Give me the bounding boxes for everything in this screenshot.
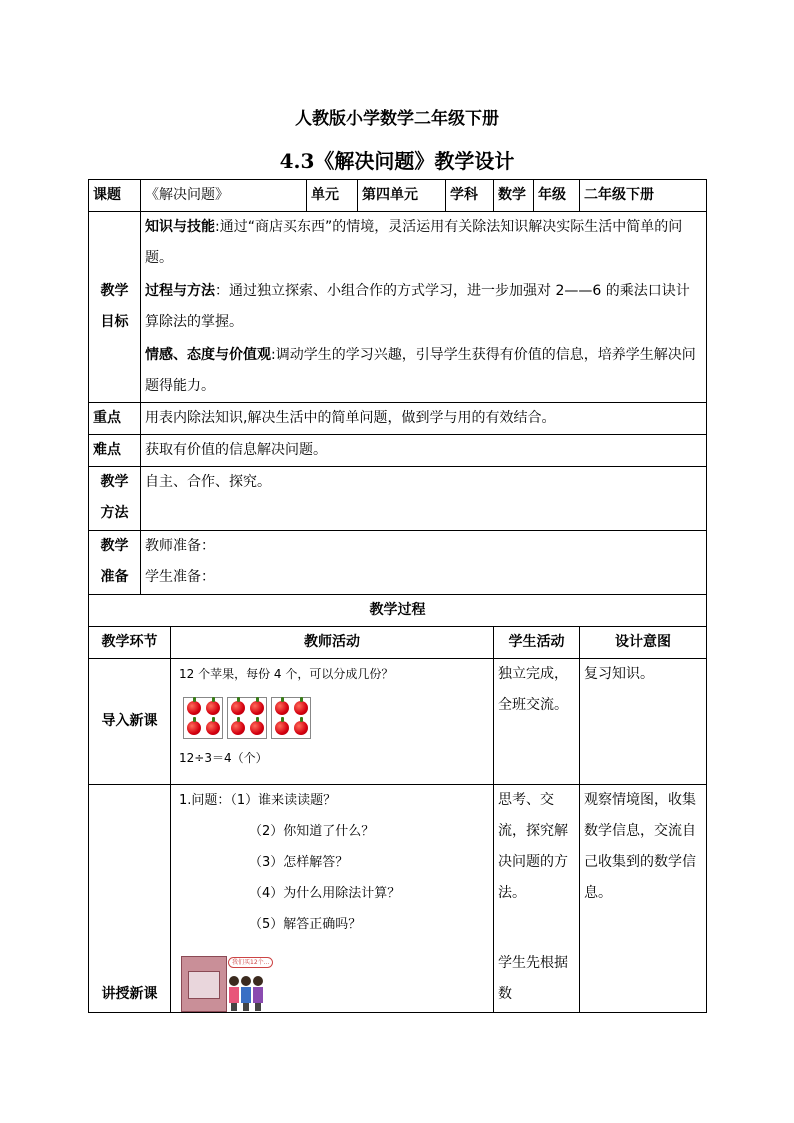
apple-icon bbox=[206, 721, 220, 735]
lesson-teacher bbox=[171, 785, 494, 1013]
emotion-text: :调动学生的学习兴趣，引导学生获得有价值的信息，培养学生解决问题得能力。 bbox=[145, 347, 696, 394]
apple-icon bbox=[294, 701, 308, 715]
apple-icon bbox=[231, 701, 245, 715]
question-4: （4）为什么用除法计算？ bbox=[249, 886, 401, 901]
lesson-row bbox=[89, 785, 707, 1013]
apple-group bbox=[183, 697, 223, 739]
course-label: 课题 bbox=[89, 180, 141, 212]
col-stage: 教学环节 bbox=[89, 627, 171, 659]
lesson-student bbox=[494, 785, 580, 1013]
question-3: （3）怎样解答？ bbox=[249, 855, 349, 870]
key-point-text: 用表内除法知识,解决生活中的简单问题，做到学与用的有效结合。 bbox=[141, 403, 707, 435]
subject-label: 学科 bbox=[446, 180, 494, 212]
apple-icon bbox=[250, 701, 264, 715]
goals-content bbox=[141, 212, 707, 403]
knowledge-text: :通过“商店买东西”的情境，灵活运用有关除法知识解决实际生活中简单的问题。 bbox=[145, 219, 683, 266]
child-figure bbox=[241, 976, 251, 1012]
apple-group bbox=[227, 697, 267, 739]
shop-window bbox=[188, 971, 220, 999]
goals-row bbox=[89, 212, 707, 403]
info-row bbox=[89, 180, 707, 212]
intro-equation: 12÷3＝4（个） bbox=[179, 751, 268, 765]
process-title: 过程与方法 bbox=[145, 283, 215, 299]
method-label: 教学 方法 bbox=[89, 467, 141, 531]
apple-groups bbox=[183, 697, 489, 739]
goals-label: 教学 目标 bbox=[89, 212, 141, 403]
process-title-row bbox=[89, 595, 707, 627]
lesson-intent: 观察情境图，收集数学信息，交流自己收集到的数学信息。 bbox=[580, 785, 707, 1013]
lesson-student-b: 学生先根据数 bbox=[498, 955, 568, 1002]
difficulty-text: 获取有价值的信息解决问题。 bbox=[141, 435, 707, 467]
document-subtitle: 4.3《解决问题》教学设计 bbox=[279, 149, 515, 173]
grade-value: 二年级下册 bbox=[580, 180, 707, 212]
apple-icon bbox=[206, 701, 220, 715]
key-point-label: 重点 bbox=[89, 403, 141, 435]
unit-label: 单元 bbox=[307, 180, 358, 212]
question-1: 1.问题：（1）谁来读读题？ bbox=[179, 793, 337, 808]
difficulty-label: 难点 bbox=[89, 435, 141, 467]
intro-row bbox=[89, 659, 707, 785]
course-value: 《解决问题》 bbox=[141, 180, 307, 212]
apple-icon bbox=[231, 721, 245, 735]
apple-icon bbox=[187, 701, 201, 715]
method-text: 自主、合作、探究。 bbox=[141, 467, 707, 531]
grade-label: 年级 bbox=[534, 180, 580, 212]
method-row bbox=[89, 467, 707, 531]
knowledge-title: 知识与技能 bbox=[145, 219, 215, 235]
apple-icon bbox=[275, 721, 289, 735]
process-text: ：通过独立探索、小组合作的方式学习，进一步加强对 2——6 的乘法口诀计算除法的掌握。 bbox=[145, 283, 690, 330]
col-student: 学生活动 bbox=[494, 627, 580, 659]
lesson-plan-table bbox=[88, 179, 707, 1013]
question-5: （5）解答正确吗？ bbox=[249, 917, 362, 932]
intro-teacher bbox=[171, 659, 494, 785]
child-figure bbox=[229, 976, 239, 1012]
student-prep: 学生准备： bbox=[145, 569, 215, 585]
lesson-stage: 讲授新课 bbox=[89, 785, 171, 1013]
document-title: 人教版小学数学二年级下册 bbox=[295, 109, 499, 129]
col-teacher: 教师活动 bbox=[171, 627, 494, 659]
speech-bubble: 我们买12个... bbox=[228, 957, 273, 968]
storefront-image bbox=[181, 956, 270, 1012]
prep-label: 教学 准备 bbox=[89, 531, 141, 595]
col-intent: 设计意图 bbox=[580, 627, 707, 659]
shop-illustration bbox=[181, 956, 489, 1012]
emotion-title: 情感、态度与价值观 bbox=[145, 347, 271, 363]
intro-stage: 导入新课 bbox=[89, 659, 171, 785]
prep-row bbox=[89, 531, 707, 595]
process-title: 教学过程 bbox=[89, 595, 707, 627]
child-figure bbox=[253, 976, 263, 1012]
apple-icon bbox=[294, 721, 308, 735]
prep-content bbox=[141, 531, 707, 595]
key-point-row bbox=[89, 403, 707, 435]
apple-group bbox=[271, 697, 311, 739]
unit-value: 第四单元 bbox=[358, 180, 446, 212]
apple-icon bbox=[275, 701, 289, 715]
intro-student: 独立完成，全班交流。 bbox=[494, 659, 580, 785]
question-2: （2）你知道了什么？ bbox=[249, 824, 375, 839]
teacher-prep: 教师准备： bbox=[145, 538, 215, 554]
intro-question: 12 个苹果，每份 4 个，可以分成几份？ bbox=[179, 667, 394, 681]
process-header-row bbox=[89, 627, 707, 659]
subject-value: 数学 bbox=[494, 180, 534, 212]
intro-intent: 复习知识。 bbox=[580, 659, 707, 785]
apple-icon bbox=[187, 721, 201, 735]
apple-icon bbox=[250, 721, 264, 735]
lesson-student-a: 思考、交流，探究解决问题的方法。 bbox=[498, 792, 568, 901]
difficulty-row bbox=[89, 435, 707, 467]
